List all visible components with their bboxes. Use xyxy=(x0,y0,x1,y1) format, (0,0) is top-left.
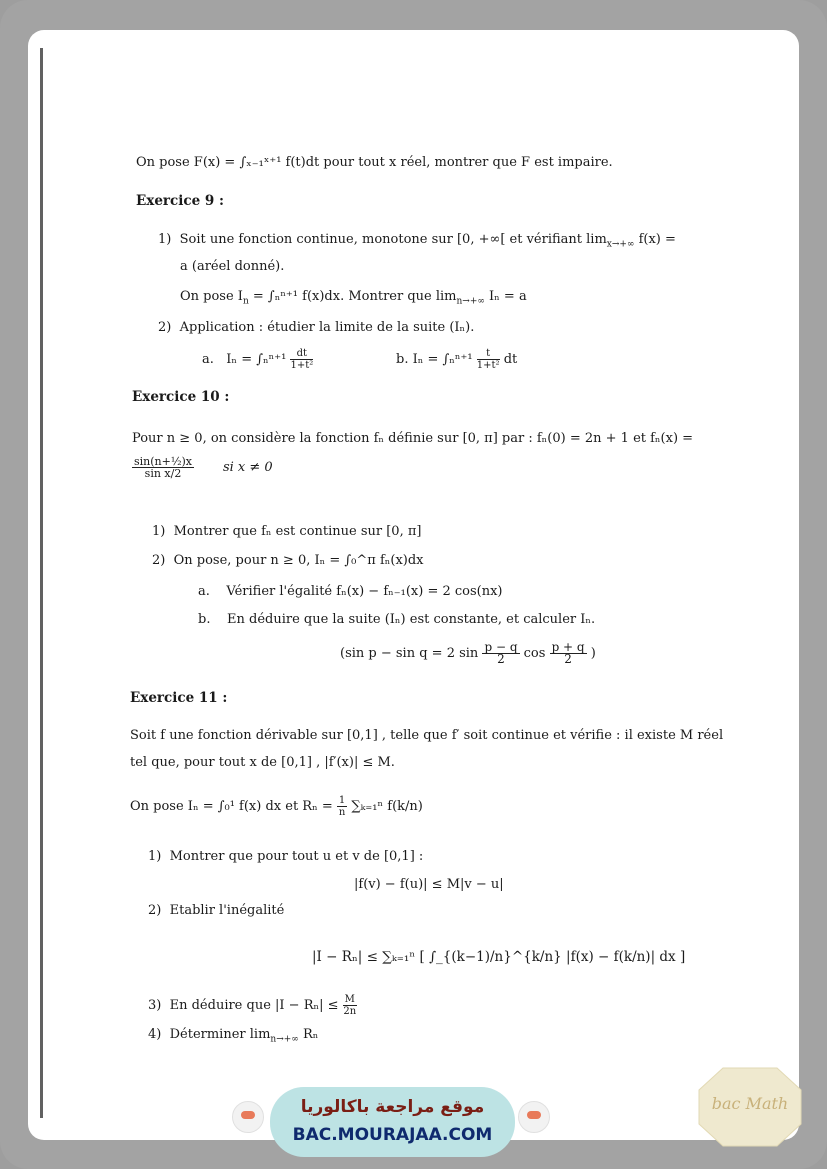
ex10-hint-d1: 2 xyxy=(497,652,505,666)
ex10-hint-n2: p + q xyxy=(551,640,585,654)
ex10-q2a-label: a. xyxy=(198,584,210,599)
ex11-intro-line1: Soit f une fonction dérivable sur [0,1] , telle que f′ soit continue et vérifie : il existe M réel xyxy=(130,728,724,743)
ex11-q4-text: Déterminer lim xyxy=(169,1027,271,1042)
left-site-logo-icon xyxy=(232,1101,264,1133)
ex9-q1-text: Soit une fonction continue, monotone sur [0, +∞[ et vérifiant lim xyxy=(179,232,607,247)
ex11-q1-equation: |f(v) − f(u)| ≤ M|v − u| xyxy=(354,877,504,892)
ex9-q2b-label: b. xyxy=(396,352,409,367)
ex9-q2b xyxy=(396,348,517,371)
ex10-q2a xyxy=(198,583,503,601)
ex10-frac-num: sin(n+½)x xyxy=(134,455,192,468)
intro-line: On pose F(x) = ∫ₓ₋₁ˣ⁺¹ f(t)dt pour tout x réel, montrer que F est impaire. xyxy=(136,155,613,170)
document-page xyxy=(28,30,799,1140)
ex10-hint-left: (sin p − sin q = 2 sin xyxy=(340,646,479,661)
exercise-11-title: Exercice 11 : xyxy=(130,690,228,706)
ex9-q2b-end: dt xyxy=(503,352,518,367)
ex9-q2-text: Application : étudier la limite de la suite (Iₙ). xyxy=(179,320,475,335)
ex11-def-frac xyxy=(337,795,347,818)
ex10-hint-d2: 2 xyxy=(564,652,572,666)
ex11-q1-text: Montrer que pour tout u et v de [0,1] : xyxy=(169,849,424,864)
ex10-frac-den: sin x/2 xyxy=(144,467,182,480)
ex9-q2a-label: a. xyxy=(202,352,214,367)
ex9-q2b-fraction xyxy=(477,348,500,371)
ex10-hint-frac2 xyxy=(550,642,587,665)
ex10-hint xyxy=(340,642,596,665)
ex10-q1-number: 1) xyxy=(152,524,166,539)
ex9-q2a-frac-num: dt xyxy=(290,348,313,360)
ex9-q2a xyxy=(202,348,313,371)
ex9-q1-c-sub: n→+∞ xyxy=(456,296,485,307)
ex11-q4 xyxy=(148,1026,318,1044)
ex10-hint-frac1 xyxy=(482,642,519,665)
site-name-arabic: موقع مراجعة باكالوريا xyxy=(300,1097,485,1117)
exercise-10-title: Exercice 10 : xyxy=(132,389,230,405)
ex11-q3-text: En déduire que |I − Rₙ| ≤ xyxy=(169,998,339,1013)
ex9-q1-c1: On pose I xyxy=(180,289,243,304)
ex9-q1-line3: On pose $I_n = \int_n^{n+1}$ f(x)dx. Montrer que $\lim_{n\to+\infty} I_n = a$ xyxy=(180,289,527,307)
ex11-q2-number: 2) xyxy=(148,903,162,918)
ex10-hint-end: ) xyxy=(590,646,596,661)
ex11-q3-number: 3) xyxy=(148,998,162,1013)
ex9-q1 xyxy=(158,231,676,249)
ex9-q2 xyxy=(158,319,474,337)
ex9-q1-limit-sub: x→+∞ xyxy=(606,239,635,250)
ex11-q1-number: 1) xyxy=(148,849,162,864)
ex10-function-def xyxy=(132,456,273,479)
ex9-q2b-frac-num: t xyxy=(477,348,500,360)
ex10-q2a-text: Vérifier l'égalité fₙ(x) − fₙ₋₁(x) = 2 cos(nx) xyxy=(226,584,503,599)
ex11-q1 xyxy=(148,848,423,866)
ex11-def-frac-den: n xyxy=(338,807,346,818)
ex10-q2b-label: b. xyxy=(198,612,211,627)
ex10-hint-n1: p − q xyxy=(484,640,518,654)
exercise-9-title: Exercice 9 : xyxy=(136,193,224,209)
ex11-def-left: On pose Iₙ = ∫₀¹ f(x) dx et Rₙ = xyxy=(130,799,333,814)
right-site-logo-icon xyxy=(518,1101,550,1133)
ex10-hint-mid: cos xyxy=(523,646,546,661)
ex9-q2-number: 2) xyxy=(158,320,172,335)
bac-math-logo-text: bac Math xyxy=(711,1094,789,1113)
ex10-q1 xyxy=(152,523,421,541)
ex10-intro: Pour n ≥ 0, on considère la fonction fₙ définie sur [0, π] par : fₙ(0) = 2n + 1 et fₙ(x) = xyxy=(132,431,694,446)
site-url-link[interactable]: BAC.MOURAJAA.COM xyxy=(292,1125,493,1145)
ex9-q2a-expr: Iₙ = ∫ₙⁿ⁺¹ xyxy=(226,352,287,367)
ex9-q2a-frac-den: 1+t² xyxy=(290,360,314,371)
ex9-q2b-frac-den: 1+t² xyxy=(476,360,500,371)
ex11-def-frac-num: 1 xyxy=(338,795,346,806)
bac-math-logo xyxy=(697,1066,803,1148)
ex9-q1-line2: a (aréel donné). xyxy=(180,259,285,274)
ex9-q2a-fraction xyxy=(290,348,313,371)
ex11-q3-frac xyxy=(343,994,357,1017)
scan-edge xyxy=(40,48,43,1118)
ex9-q1-number: 1) xyxy=(158,232,172,247)
ex11-q2 xyxy=(148,902,284,920)
ex11-definition xyxy=(130,795,423,818)
ex11-intro-line2: tel que, pour tout x de [0,1] , |f′(x)| ≤ M. xyxy=(130,755,395,770)
ex10-q2-number: 2) xyxy=(152,553,166,568)
ex11-q4-end: Rₙ xyxy=(302,1027,319,1042)
ex10-q2 xyxy=(152,552,424,570)
site-badge[interactable] xyxy=(270,1087,515,1157)
ex11-q2-text: Etablir l'inégalité xyxy=(169,903,285,918)
ex11-q4-sub: n→+∞ xyxy=(270,1034,299,1045)
ex9-q1-text-end: f(x) = xyxy=(638,232,676,247)
ex11-q4-number: 4) xyxy=(148,1027,162,1042)
ex11-q3 xyxy=(148,994,357,1017)
ex10-q2b-text: En déduire que la suite (Iₙ) est constante, et calculer Iₙ. xyxy=(227,612,596,627)
ex11-q3-frac-den: 2n xyxy=(343,1006,357,1017)
ex11-q3-frac-num: M xyxy=(344,994,355,1005)
ex9-q2b-expr: Iₙ = ∫ₙⁿ⁺¹ xyxy=(412,352,473,367)
ex11-def-sum: ∑ₖ₌₁ⁿ f(k/n) xyxy=(351,799,423,814)
ex11-q2-equation: |I − Rₙ| ≤ ∑ₖ₌₁ⁿ [ ∫_{(k−1)/n}^{k/n} |f(x) − f(k/n)| dx ] xyxy=(312,949,686,965)
ex9-q1-c2: = ∫ₙⁿ⁺¹ f(x)dx. Montrer que lim xyxy=(252,289,457,304)
ex9-q1-c3: Iₙ = a xyxy=(489,289,527,304)
ex10-q2b xyxy=(198,611,595,629)
ex10-q1-text: Montrer que fₙ est continue sur [0, π] xyxy=(173,524,422,539)
ex10-condition: si x ≠ 0 xyxy=(222,460,273,475)
ex10-fraction xyxy=(132,456,194,479)
ex10-q2-text: On pose, pour n ≥ 0, Iₙ = ∫₀^π fₙ(x)dx xyxy=(173,553,424,568)
